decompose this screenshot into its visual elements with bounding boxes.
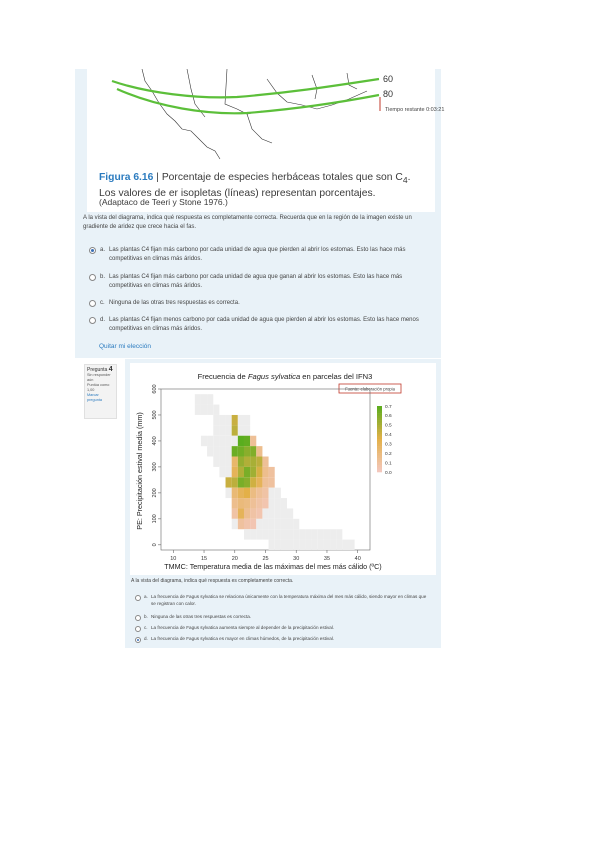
y-tick-label: 100 — [152, 514, 158, 524]
heatmap-cell — [238, 498, 244, 508]
heatmap-cell — [213, 446, 219, 456]
q4-option-a[interactable] — [131, 594, 431, 607]
x-tick-label: 40 — [354, 556, 361, 562]
heatmap-cell — [244, 477, 250, 487]
heatmap-cell — [256, 519, 262, 529]
option-b-letter: b. — [100, 274, 106, 280]
heatmap-cell — [293, 519, 299, 529]
heatmap-cell — [256, 457, 262, 467]
heatmap-cell — [281, 529, 287, 539]
chart-title-suffix: en parcelas del IFN3 — [300, 372, 373, 381]
heatmap-cell — [226, 477, 232, 487]
heatmap-cell — [213, 415, 219, 425]
figure-caption — [99, 171, 429, 200]
x-tick-label: 30 — [293, 556, 300, 562]
y-tick-label: 200 — [152, 488, 158, 498]
legend-tick-label: 0.7 — [385, 404, 392, 410]
option-b-radio[interactable] — [89, 274, 96, 281]
heatmap-cell — [226, 467, 232, 477]
time-remaining: Tiempo restante 0:03:21 — [385, 107, 445, 113]
q4-option-b-text: Ninguna de las otras tres respuestas es correcta. — [151, 614, 252, 619]
figure-separator: | — [156, 172, 159, 183]
heatmap-cell — [195, 405, 201, 415]
heatmap-cell — [244, 519, 250, 529]
q4-option-d-radio[interactable] — [135, 637, 141, 643]
heatmap-cell — [219, 457, 225, 467]
x-tick-label: 25 — [262, 556, 269, 562]
heatmap-cell — [275, 540, 281, 550]
question-3-panel — [75, 69, 445, 358]
heatmap-cell — [330, 529, 336, 539]
q4-option-b[interactable] — [131, 614, 431, 621]
heatmap-cell — [232, 467, 238, 477]
legend-swatch — [377, 460, 382, 463]
heatmap-cell — [287, 540, 293, 550]
heatmap-cell — [238, 519, 244, 529]
legend-swatch — [377, 418, 382, 421]
q4-option-d[interactable] — [131, 636, 431, 643]
heatmap-cell — [269, 498, 275, 508]
y-axis — [152, 384, 161, 546]
heatmap-cell — [201, 394, 207, 404]
legend-swatch — [377, 463, 382, 466]
option-c-letter: c. — [100, 300, 105, 306]
heatmap-cell — [269, 529, 275, 539]
fagus-frequency-heatmap — [130, 363, 436, 575]
heatmap-cell — [348, 540, 354, 550]
heatmap-cell — [269, 540, 275, 550]
heatmap-cell — [238, 477, 244, 487]
heatmap-cell — [219, 436, 225, 446]
legend-tick-label: 0.2 — [385, 451, 392, 457]
legend-tick-label: 0.1 — [385, 461, 392, 467]
q4-option-d-letter: d. — [144, 636, 148, 641]
legend-swatch — [377, 441, 382, 444]
heatmap-cell — [226, 436, 232, 446]
heatmap-cell — [238, 446, 244, 456]
heatmap-cell — [244, 436, 250, 446]
heatmap-cell — [207, 405, 213, 415]
heatmap-cell — [275, 498, 281, 508]
heatmap-cell — [305, 529, 311, 539]
legend-swatch — [377, 451, 382, 454]
heatmap-cell — [342, 540, 348, 550]
figure-source: (Adaptaco de Teeri y Stone 1976.) — [99, 197, 228, 207]
heatmap-cell — [256, 467, 262, 477]
map-state-line — [225, 69, 262, 114]
heatmap-cell — [269, 488, 275, 498]
heatmap-cell — [275, 488, 281, 498]
option-a-radio[interactable] — [89, 247, 96, 254]
heatmap-cell — [195, 394, 201, 404]
heatmap-cell — [275, 529, 281, 539]
option-c-text: Ninguna de las otras tres respuestas es correcta. — [109, 300, 240, 306]
heatmap-cell — [232, 519, 238, 529]
heatmap-cell — [226, 488, 232, 498]
legend-swatch — [377, 425, 382, 428]
heatmap-cell — [219, 425, 225, 435]
heatmap-cell — [244, 488, 250, 498]
flag-question-button[interactable] — [87, 393, 114, 403]
flag-question-line-2: pregunta — [87, 398, 102, 402]
heatmap-cell — [250, 519, 256, 529]
chart-tag: Fuente: elaboración propia — [345, 386, 395, 392]
heatmap-cell — [318, 540, 324, 550]
figure-caption-text-2: . Los valores de er isopletas (líneas) representan porcentajes. — [99, 172, 411, 200]
heatmap-cell — [232, 446, 238, 456]
heatmap-cell — [219, 446, 225, 456]
heatmap-cell — [213, 436, 219, 446]
x-tick-label: 20 — [231, 556, 238, 562]
isopleth-label-60: 60 — [383, 74, 394, 84]
heatmap-cell — [318, 529, 324, 539]
figure-caption-text: Porcentaje de especies herbáceas totales que son C — [161, 172, 403, 183]
legend-swatch — [377, 470, 382, 473]
legend-swatch — [377, 406, 382, 409]
heatmap-cell — [256, 498, 262, 508]
heatmap-cell — [244, 529, 250, 539]
heatmap-cell — [213, 457, 219, 467]
option-b[interactable] — [83, 273, 433, 291]
heatmap-cell — [250, 467, 256, 477]
map-state-line — [347, 73, 357, 89]
question-mark-value: 1,00 — [87, 388, 95, 392]
q4-option-b-radio[interactable] — [135, 615, 141, 621]
heatmap-cell — [293, 529, 299, 539]
heatmap-cell — [213, 425, 219, 435]
heatmap-cells — [195, 394, 355, 550]
c4-isopleth-map — [87, 69, 435, 169]
question-mark-label: Puntúa como — [87, 383, 110, 387]
heatmap-cell — [336, 529, 342, 539]
heatmap-cell — [275, 508, 281, 518]
legend-tick-label: 0.3 — [385, 442, 392, 448]
legend-swatch — [377, 432, 382, 435]
legend-swatch — [377, 437, 382, 440]
legend-tick-label: 0.5 — [385, 423, 392, 429]
q4-option-a-text: La frecuencia de Fagus sylvatica se relaciona únicamente con la temperatura máxima del mes más cálido, siendo mayor en climas que se registran con calor. — [151, 594, 427, 606]
heatmap-cell — [281, 519, 287, 529]
legend-swatch — [377, 420, 382, 423]
heatmap-cell — [232, 477, 238, 487]
x-axis-label: TMMC: Temperatura media de las máximas del mes más cálido (ºC) — [164, 562, 382, 571]
heatmap-cell — [299, 540, 305, 550]
option-b-text: Las plantas C4 fijan más carbono por cada unidad de agua que ganan al abrir los estomas. Esto las hace más competitivas en climas más áridos. — [109, 274, 403, 289]
legend-swatch — [377, 427, 382, 430]
option-a-text: Las plantas C4 fijan más carbono por cada unidad de agua que pierden al abrir los estomas. Esto las hace más competitivas en climas más áridos. — [109, 247, 406, 262]
heatmap-cell — [256, 488, 262, 498]
option-c-radio[interactable] — [89, 300, 96, 307]
heatmap-cell — [287, 529, 293, 539]
heatmap-cell — [250, 436, 256, 446]
legend-swatch — [377, 434, 382, 437]
x-tick-label: 10 — [170, 556, 177, 562]
legend-swatch — [377, 465, 382, 468]
heatmap-cell — [281, 540, 287, 550]
heatmap-cell — [219, 415, 225, 425]
option-c[interactable] — [83, 299, 433, 309]
map-outline — [142, 69, 367, 159]
heatmap-cell — [244, 508, 250, 518]
heatmap-cell — [256, 446, 262, 456]
legend-swatch — [377, 456, 382, 459]
question-3-prompt: A la vista del diagrama, indica qué respuesta es completamente correcta. Recuerda que en la región de la imagen existe un gradiente de aridez que crece hacia el fas. — [83, 215, 412, 230]
heatmap-cell — [262, 467, 268, 477]
heatmap-cell — [244, 446, 250, 456]
question-status-2: aún — [87, 378, 94, 382]
legend-swatch — [377, 415, 382, 418]
q4-option-a-radio[interactable] — [135, 595, 141, 601]
heatmap-cell — [232, 436, 238, 446]
heatmap-cell — [232, 508, 238, 518]
heatmap-cell — [238, 415, 244, 425]
heatmap-cell — [250, 498, 256, 508]
legend-swatch — [377, 458, 382, 461]
heatmap-cell — [238, 488, 244, 498]
chart-title-prefix: Frecuencia de — [197, 372, 248, 381]
x-axis — [170, 550, 361, 562]
heatmap-cell — [201, 405, 207, 415]
heatmap-cell — [226, 457, 232, 467]
heatmap-cell — [262, 477, 268, 487]
heatmap-cell — [281, 498, 287, 508]
heatmap-cell — [232, 425, 238, 435]
heatmap-cell — [226, 415, 232, 425]
map-state-line — [247, 114, 272, 143]
heatmap-cell — [336, 540, 342, 550]
heatmap-cell — [281, 508, 287, 518]
q4-option-c[interactable] — [131, 625, 431, 632]
heatmap-cell — [207, 394, 213, 404]
legend-swatch — [377, 467, 382, 470]
heatmap-cell — [207, 436, 213, 446]
heatmap-cell — [244, 425, 250, 435]
y-tick-label: 400 — [152, 436, 158, 446]
heatmap-cell — [207, 446, 213, 456]
option-d-letter: d. — [100, 317, 106, 323]
heatmap-cell — [269, 519, 275, 529]
y-axis-label: PE: Precipitación estival media (mm) — [135, 412, 144, 530]
heatmap-cell — [201, 436, 207, 446]
heatmap-cell — [293, 540, 299, 550]
q4-option-c-letter: c. — [144, 625, 148, 630]
legend-swatch — [377, 439, 382, 442]
y-tick-label: 300 — [152, 462, 158, 472]
q4-option-a-letter: a. — [144, 594, 148, 599]
legend-swatch — [377, 413, 382, 416]
legend-swatch — [377, 423, 382, 426]
heatmap-cell — [244, 498, 250, 508]
heatmap-cell — [324, 540, 330, 550]
heatmap-cell — [238, 508, 244, 518]
question-4-panel — [125, 359, 441, 648]
legend-swatch — [377, 411, 382, 414]
heatmap-cell — [262, 457, 268, 467]
heatmap-cell — [250, 508, 256, 518]
heatmap-cell — [256, 529, 262, 539]
option-d-radio[interactable] — [89, 317, 96, 324]
x-tick-label: 15 — [200, 556, 208, 562]
option-d-text: Las plantas C4 fijan menos carbono por cada unidad de agua que pierden al abrir los estomas. Esto las hace menos competitivas en climas más áridos. — [109, 317, 419, 332]
figure-6-16 — [87, 69, 445, 212]
legend-swatch — [377, 430, 382, 433]
heatmap-cell — [213, 405, 219, 415]
heatmap-cell — [287, 519, 293, 529]
question-4-prompt: A la vista del diagrama, indica qué respuesta es completamente correcta. — [131, 578, 294, 584]
figure-number: Figura 6.16 — [99, 172, 154, 183]
map-coastline — [142, 69, 220, 159]
y-tick-label: 500 — [152, 410, 158, 420]
clear-choice-link[interactable]: Quitar mi elección — [99, 343, 152, 350]
heatmap-cell — [330, 540, 336, 550]
heatmap-cell — [244, 415, 250, 425]
legend-swatch — [377, 446, 382, 449]
figure-caption-subscript: 4 — [402, 175, 408, 186]
chart-container — [130, 363, 436, 575]
heatmap-cell — [275, 519, 281, 529]
legend-tick-label: 0.4 — [385, 433, 392, 439]
heatmap-cell — [305, 540, 311, 550]
legend-tick-label: 0.0 — [385, 470, 392, 476]
question-number-value: 4 — [108, 366, 113, 373]
heatmap-cell — [244, 457, 250, 467]
heatmap-cell — [238, 425, 244, 435]
y-tick-label: 600 — [152, 384, 158, 394]
heatmap-cell — [238, 467, 244, 477]
x-tick-label: 35 — [323, 556, 331, 562]
heatmap-cell — [262, 488, 268, 498]
q4-option-d-text: La frecuencia de Fagus sylvatica es mayor en climas húmedos, de la precipitación estival. — [151, 636, 335, 641]
heatmap-cell — [244, 467, 250, 477]
heatmap-cell — [324, 529, 330, 539]
option-a-letter: a. — [100, 247, 106, 253]
heatmap-cell — [262, 529, 268, 539]
heatmap-cell — [232, 415, 238, 425]
heatmap-cell — [238, 436, 244, 446]
heatmap-cell — [262, 508, 268, 518]
heatmap-cell — [232, 488, 238, 498]
heatmap-cell — [250, 529, 256, 539]
question-status: Sin responder — [87, 373, 111, 377]
heatmap-cell — [250, 457, 256, 467]
legend-tick-label: 0.6 — [385, 414, 392, 420]
option-a[interactable] — [83, 246, 433, 264]
heatmap-cell — [250, 488, 256, 498]
heatmap-cell — [312, 529, 318, 539]
legend-swatch — [377, 444, 382, 447]
heatmap-cell — [226, 446, 232, 456]
isopleth-label-80: 80 — [383, 89, 394, 99]
chart-title — [198, 372, 373, 381]
heatmap-cell — [232, 457, 238, 467]
legend-swatch — [377, 408, 382, 411]
flag-question-line-1: Marcar — [87, 393, 99, 397]
legend-swatch — [377, 448, 382, 451]
heatmap-cell — [312, 540, 318, 550]
heatmap-cell — [256, 477, 262, 487]
legend-swatch — [377, 453, 382, 456]
q4-option-c-radio[interactable] — [135, 626, 141, 632]
question-label: Pregunta — [87, 367, 108, 373]
heatmap-cell — [256, 508, 262, 518]
chart-title-species: Fagus sylvatica — [247, 372, 301, 381]
heatmap-cell — [250, 477, 256, 487]
heatmap-cell — [299, 529, 305, 539]
heatmap-cell — [287, 508, 293, 518]
isopleth-line-60 — [112, 79, 379, 97]
heatmap-cell — [219, 467, 225, 477]
heatmap-cell — [232, 498, 238, 508]
heatmap-cell — [226, 425, 232, 435]
heatmap-cell — [269, 477, 275, 487]
color-legend — [377, 404, 392, 476]
heatmap-cell — [238, 457, 244, 467]
question-4-info — [84, 364, 117, 419]
q4-option-c-text: La frecuencia de Fagus sylvatica aumenta siempre al depender de la precipitación estival. — [151, 625, 335, 630]
y-tick-label: 0 — [152, 543, 158, 547]
heatmap-cell — [250, 446, 256, 456]
q4-option-b-letter: b. — [144, 614, 148, 619]
heatmap-cell — [269, 467, 275, 477]
option-d[interactable] — [83, 316, 433, 334]
heatmap-cell — [269, 508, 275, 518]
heatmap-cell — [262, 519, 268, 529]
heatmap-cell — [262, 498, 268, 508]
